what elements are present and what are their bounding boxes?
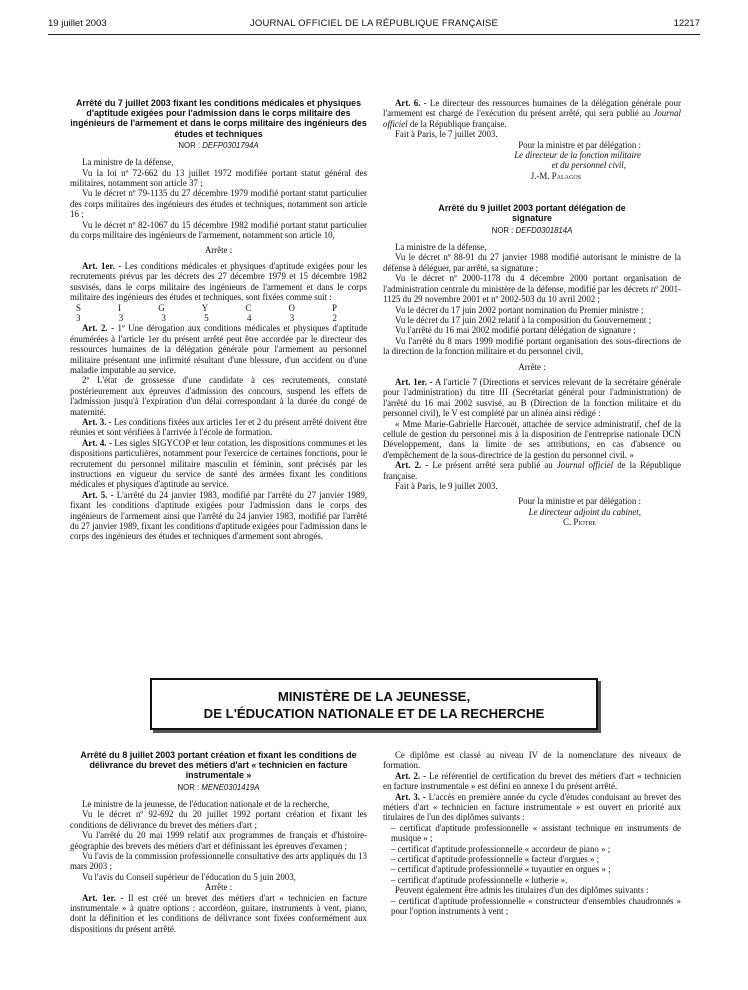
arrete1-sign-title2: et du personnel civil, [551,160,626,171]
arrete1-intro: La ministre de la défense, [82,157,174,168]
arrete1-visa: Vu la loi nº 72-662 du 13 juillet 1972 modifiée portant statut général des militaires, notamment son article 37 ; [70,167,367,189]
arrete1-art4: Art. 4. - Les sigles SIGYCOP et leur cotation, les dispositions communes et les dispositions particulières, notamment pour l'exercice de certaines fonctions, pour le recrutement du personnel militaire masculin et féminin, sont précisés par les instructions en vigueur du service de santé des armées fixant les conditions médicales et physiques d'aptitude au service. [70,437,368,490]
arrete2-visa: Vu le décret du 17 juin 2002 portant nomination du Premier ministre ; [395,304,644,315]
arrete1-visa: Vu le décret nº 79-1135 du 27 décembre 1979 modifié portant statut particulier des corps militaires des ingénieurs des études et techniques, notamment son article 16 ; [70,188,367,220]
header-date: 19 juillet 2003 [48,18,107,29]
arrete1-nor: NOR : DEFP0301794A [178,140,259,150]
column-left-bottom [70,750,367,934]
arrete2-arrete: Arrête : [518,361,546,372]
arrete1-art2-para2: 2º L'état de grossesse d'une candidate à ces recrutements, constaté postérieurement aux épreuves d'admission des concours, suspend les effets de l'admission jusqu'à l'expiration d'un délai correspondant à la durée du congé de maternité. [70,375,367,417]
column-right-bottom [383,750,681,917]
arrete1-sign-line: Pour la ministre et par délégation : [518,139,641,150]
arrete2-visa: Vu le décret du 17 juin 2002 relatif à la composition du Gouvernement ; [395,314,652,325]
arrete2-sign-line: Pour la ministre et par délégation : [518,496,641,507]
arrete2-nor: NOR : DEFD0301814A [491,225,573,235]
arrete2-art2: Art. 2. - Le présent arrêté sera publié au Journal officiel de la République française. [383,460,682,481]
arrete1-arrete: Arrête : [204,245,233,256]
arrete2-quote: « Mme Marie-Gabrielle Harcouët, attachée de service administratif, chef de la cellule de gestion du personnel mis à la disposition de l'entreprise nationale DCN Développement, dans la limite de ses attributions, en cas d'absence ou d'empêchement de la sous-directrice de la gestion du personnel civil. » [383,418,681,460]
header-journal: JOURNAL OFFICIEL DE LA RÉPUBLIQUE FRANÇAISE [249,18,499,29]
list-item: – certificat d'aptitude professionnelle « constructeur d'ensembles chaudronnés » pour l'option instruments à vent ; [391,895,681,917]
arrete3-nor: NOR : MENE0301419A [177,782,260,792]
arrete1-fait: Fait à Paris, le 7 juillet 2003. [395,129,498,140]
list-item: – certificat d'aptitude professionnelle « accordeur de piano » ; [391,843,611,854]
arrete3-art1: Art. 1er. - Il est créé un brevet des métiers d'art « technicien en facture instrumentale » à quatre options : accordéon, guitare, instruments à vent, piano, dont la définition et les conditions de délivrance sont fixées conformément aux dispositions du présent arrêté. [70,892,367,934]
arrete3-also: Peuvent également être admis les titulaires d'un des diplômes suivants : [395,885,649,896]
ministry-heading-box [150,678,598,730]
arrete2-fait: Fait à Paris, le 9 juillet 2003. [395,481,498,491]
arrete1-art6: Art. 6. - Le directeur des ressources humaines de la délégation générale pour l'armement est chargé de l'exécution du présent arrêté, qui sera publié au Journal officiel de la République française. [383,98,682,129]
arrete2-visa: Vu le décret nº 88-91 du 27 janvier 1988 modifié autorisant le ministre de la défense à déléguer, par arrêté, sa signature ; [383,252,681,273]
arrete1-art2: Art. 2. - 1º Une dérogation aux conditions médicales et physiques d'aptitude énumérées à l'article 1er du présent arrêté peut être accordée par le directeur des ressources humaines de la délégation générale pour l'armement au personnel militaire présentant une infirmité résultant d'une blessure, d'un accident ou d'une maladie imputable au service. [70,323,368,375]
arrete2-visa: Vu l'arrêté du 16 mai 2002 modifié portant délégation de signature ; [395,325,636,336]
arrete3-visa: Vu l'arrêté du 20 mai 1999 relatif aux programmes de français et d'histoire-géographie des brevets des métiers d'art et définissant les épreuves d'examen ; [70,830,367,851]
arrete2-title: Arrêté du 9 juillet 2003 portant délégation de signature [438,203,626,224]
arrete3-visa: Vu le décret nº 92-692 du 20 juillet 1992 portant création et fixant les conditions de délivrance du brevet des métiers d'art ; [70,809,367,830]
ministry-line1: MINISTÈRE DE LA JEUNESSE, [277,689,471,704]
arrete1-art3: Art. 3. - Les conditions fixées aux articles 1er et 2 du présent arrêté doivent être réunies et sont vérifiées à l'arrivée à l'école de formation. [70,416,368,438]
arrete3-title: Arrêté du 8 juillet 2003 portant création et fixant les conditions de délivrance du brevet des métiers d'art « technicien en facture instrumentale » [80,750,357,781]
column-right-top [383,98,681,528]
arrete2-art1: Art. 1er. - A l'article 7 (Directions et services relevant de la secrétaire générale pour l'administration) du titre III (Secrétariat général pour l'administration) de l'arrêté du 16 mai 2002 susvisé, au B (Direction de la fonction militaire et du personnel civil), le V est complété par un alinéa ainsi rédigé : [383,376,681,419]
header-rule [48,34,700,35]
arrete3-art2: Art. 2. - Le référentiel de certification du brevet des métiers d'art « technicien en facture instrumentale » est défini en annexe I du présent arrêté. [383,770,682,792]
arrete1-art1: Art. 1er. - Les conditions médicales et physiques d'aptitude exigées pour les recrutements prévus par les décrets des 27 décembre 1979 et 15 décembre 1982 susvisés, dans le corps militaire des ingénieurs de l'armement et dans le corps militaire des ingénieurs des études et techniques, sont fixées comme suit : [70,260,368,303]
arrete3-visa: Vu l'avis du Conseil supérieur de l'éducation du 5 juin 2003, [82,871,296,882]
arrete2-visa: Vu le décret nº 2000-1178 du 4 décembre 2000 portant organisation de l'administration centrale du ministère de la défense, modifié par les décrets nº 2001-1125 du 29 novembre 2001 et nº 2002-503 du 10 avril 2002 ; [383,273,681,305]
arrete3-level: Ce diplôme est classé au niveau IV de la nomenclature des niveaux de formation. [383,750,681,771]
arrete1-title: Arrêté du 7 juillet 2003 fixant les conditions médicales et physiques d'aptitude exigées pour l'admission dans le corps militaire des ingénieurs de l'armement et dans le corps militaire des ingénieurs des études et techniques [70,98,367,139]
arrete2-intro: La ministre de la défense, [395,242,487,253]
ministry-line2: DE L'ÉDUCATION NATIONALE ET DE LA RECHERCHE [203,706,545,721]
arrete2-sign-title: Le directeur adjoint du cabinet, [528,506,641,517]
list-item: – certificat d'aptitude professionnelle « facteur d'orgues » ; [391,854,600,865]
header-page-number: 12217 [673,18,700,29]
arrete3-arrete: Arrête : [204,882,233,893]
sigycop-values: 3 3 3 5 4 3 2 [76,312,337,323]
list-item: – certificat d'aptitude professionnelle « tuyautier en orgues » ; [391,864,611,875]
arrete1-signatory: J.-M. Palagos [530,170,581,181]
column-left-top [70,98,367,542]
arrete1-sign-title: Le directeur de la fonction militaire [514,150,641,161]
list-item: – certificat d'aptitude professionnelle « assistant technique en instruments de musique » ; [391,822,681,844]
arrete2-signatory: C. Piotre [563,517,596,528]
arrete3-art3: Art. 3. - L'accès en première année du cycle d'études conduisant au brevet des métiers d'art « technicien en facture instrumentale » est ouvert en priorité aux titulaires de l'un des diplômes suivants : [383,791,681,823]
arrete1-visa: Vu le décret nº 82-1067 du 15 décembre 1982 modifié portant statut particulier du corps militaire des ingénieurs de l'armement, notamment son article 10, [70,219,367,241]
arrete3-intro: Le ministre de la jeunesse, de l'éducation nationale et de la recherche, [82,799,330,810]
sigycop-letters: S I G Y C O P [76,302,337,313]
arrete1-art5: Art. 5. - L'arrêté du 24 janvier 1983, modifié par l'arrêté du 27 janvier 1989, fixant les conditions d'aptitude exigées pour l'admission dans le corps des ingénieurs de l'armement ainsi que l'arrêté du 24 janvier 1983, modifié par l'arrêté du 27 janvier 1989, fixant les conditions d'aptitude exigées pour l'admission dans le corps des ingénieurs des études et techniques d'armement sont abrogés. [70,489,367,542]
page-header [48,18,700,32]
arrete2-visa: Vu l'arrêté du 8 mars 1999 modifié portant organisation des sous-directions de la direction de la fonction militaire et du personnel civil, [383,335,681,357]
list-item: – certificat d'aptitude professionnelle « lutherie ». [391,874,568,885]
arrete3-visa: Vu l'avis de la commission professionnelle consultative des arts appliqués du 13 mars 2003 ; [70,851,367,872]
